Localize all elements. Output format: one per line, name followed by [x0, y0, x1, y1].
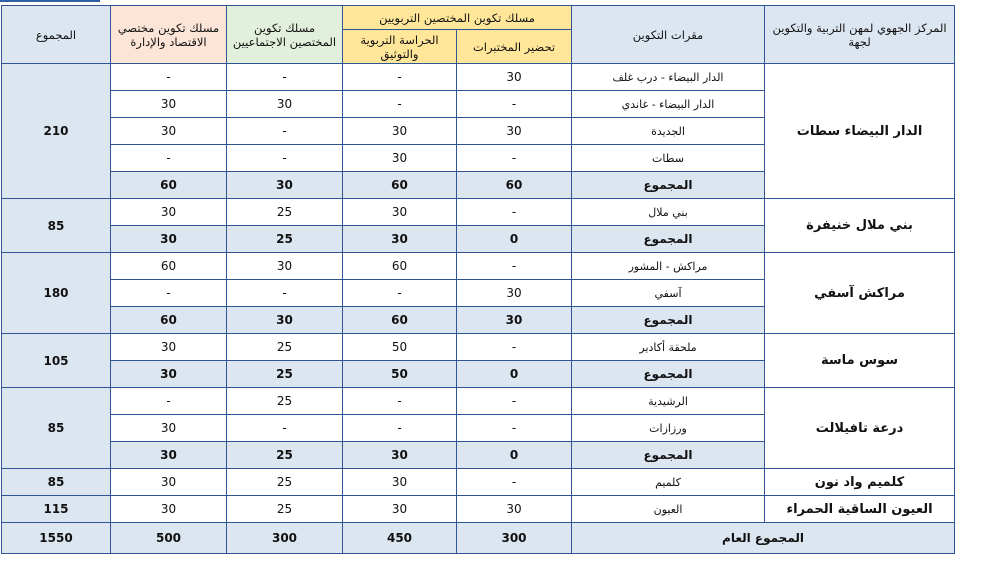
subtotal-econ: 30 — [111, 361, 227, 388]
cell-guard: - — [343, 280, 457, 307]
subtotal-labs: 0 — [457, 226, 572, 253]
grand-total-row — [2, 523, 955, 554]
grand-labs: 300 — [457, 523, 572, 554]
cell-econ: 30 — [111, 469, 227, 496]
subtotal-labs: 0 — [457, 442, 572, 469]
subtotal-econ: 30 — [111, 226, 227, 253]
cell-labs: - — [457, 334, 572, 361]
cell-social: 25 — [227, 496, 343, 523]
site-name: العيون — [572, 496, 765, 523]
subtotal-label: المجموع — [572, 307, 765, 334]
subtotal-social: 25 — [227, 442, 343, 469]
region-name: بني ملال خنيفرة — [765, 199, 955, 253]
header-labs: تحضير المختبرات — [457, 30, 572, 64]
site-name: الدار البيضاء - درب غلف — [572, 64, 765, 91]
cell-econ: 30 — [111, 199, 227, 226]
cell-econ: 60 — [111, 253, 227, 280]
subtotal-social: 25 — [227, 226, 343, 253]
subtotal-guard: 60 — [343, 172, 457, 199]
cell-guard: 30 — [343, 145, 457, 172]
top-accent-line — [0, 0, 100, 2]
header-guard: الحراسة التربوية والتوثيق — [343, 30, 457, 64]
subtotal-guard: 30 — [343, 226, 457, 253]
region-total: 85 — [2, 199, 111, 253]
site-name: آسفي — [572, 280, 765, 307]
site-name: سطات — [572, 145, 765, 172]
cell-labs: - — [457, 145, 572, 172]
cell-guard: 60 — [343, 253, 457, 280]
subtotal-labs: 30 — [457, 307, 572, 334]
cell-guard: 30 — [343, 118, 457, 145]
region-total: 105 — [2, 334, 111, 388]
cell-social: 25 — [227, 469, 343, 496]
region-total: 85 — [2, 388, 111, 469]
subtotal-econ: 30 — [111, 442, 227, 469]
cell-econ: 30 — [111, 91, 227, 118]
cell-guard: - — [343, 415, 457, 442]
subtotal-label: المجموع — [572, 226, 765, 253]
cell-econ: - — [111, 280, 227, 307]
header-total: المجموع — [2, 6, 111, 64]
cell-econ: - — [111, 145, 227, 172]
subtotal-social: 30 — [227, 172, 343, 199]
cell-guard: 30 — [343, 496, 457, 523]
grand-social: 300 — [227, 523, 343, 554]
grand-econ: 500 — [111, 523, 227, 554]
table-row — [2, 334, 955, 361]
region-total: 85 — [2, 469, 111, 496]
cell-econ: 30 — [111, 334, 227, 361]
table-row — [2, 388, 955, 415]
subtotal-label: المجموع — [572, 172, 765, 199]
region-name: درعة تافيلالت — [765, 388, 955, 469]
cell-labs: 30 — [457, 118, 572, 145]
cell-guard: 50 — [343, 334, 457, 361]
cell-social: 25 — [227, 199, 343, 226]
header-social: مسلك تكوين المختصين الاجتماعيين — [227, 6, 343, 64]
cell-labs: 30 — [457, 496, 572, 523]
subtotal-social: 30 — [227, 307, 343, 334]
site-name: مراكش - المشور — [572, 253, 765, 280]
subtotal-label: المجموع — [572, 361, 765, 388]
cell-social: 30 — [227, 253, 343, 280]
cell-social: 25 — [227, 334, 343, 361]
site-name: بني ملال — [572, 199, 765, 226]
cell-guard: 30 — [343, 469, 457, 496]
subtotal-label: المجموع — [572, 442, 765, 469]
region-name: مراكش آسفي — [765, 253, 955, 334]
cell-social: - — [227, 415, 343, 442]
table-row — [2, 253, 955, 280]
site-name: الدار البيضاء - غاندي — [572, 91, 765, 118]
cell-social: - — [227, 280, 343, 307]
cell-econ: 30 — [111, 118, 227, 145]
site-name: ملحقة أكادير — [572, 334, 765, 361]
region-name: العيون الساقية الحمراء — [765, 496, 955, 523]
cell-labs: - — [457, 91, 572, 118]
site-name: كلميم — [572, 469, 765, 496]
cell-guard: - — [343, 388, 457, 415]
cell-labs: - — [457, 415, 572, 442]
table-row — [2, 64, 955, 91]
table-row — [2, 199, 955, 226]
table-row — [2, 496, 955, 523]
subtotal-econ: 60 — [111, 172, 227, 199]
cell-social: - — [227, 64, 343, 91]
cell-social: 30 — [227, 91, 343, 118]
region-name: كلميم واد نون — [765, 469, 955, 496]
grand-total-label: المجموع العام — [572, 523, 955, 554]
grand-total: 1550 — [2, 523, 111, 554]
subtotal-social: 25 — [227, 361, 343, 388]
cell-econ: 30 — [111, 496, 227, 523]
cell-econ: - — [111, 64, 227, 91]
grand-guard: 450 — [343, 523, 457, 554]
cell-labs: - — [457, 469, 572, 496]
subtotal-guard: 30 — [343, 442, 457, 469]
site-name: الرشيدية — [572, 388, 765, 415]
region-total: 115 — [2, 496, 111, 523]
subtotal-labs: 60 — [457, 172, 572, 199]
region-total: 210 — [2, 64, 111, 199]
header-center: المركز الجهوي لمهن التربية والتكوين لجهة — [765, 6, 955, 64]
header-educators: مسلك تكوين المختصين التربويين — [343, 6, 572, 30]
header-econ: مسلك تكوين مختصي الاقتصاد والإدارة — [111, 6, 227, 64]
cell-guard: - — [343, 64, 457, 91]
subtotal-guard: 60 — [343, 307, 457, 334]
cell-labs: - — [457, 388, 572, 415]
cell-labs: - — [457, 199, 572, 226]
site-name: ورزازات — [572, 415, 765, 442]
subtotal-labs: 0 — [457, 361, 572, 388]
subtotal-econ: 60 — [111, 307, 227, 334]
cell-guard: - — [343, 91, 457, 118]
cell-labs: - — [457, 253, 572, 280]
subtotal-guard: 50 — [343, 361, 457, 388]
header-sites: مقرات التكوين — [572, 6, 765, 64]
region-name: الدار البيضاء سطات — [765, 64, 955, 199]
cell-econ: 30 — [111, 415, 227, 442]
cell-social: - — [227, 118, 343, 145]
cell-social: 25 — [227, 388, 343, 415]
cell-labs: 30 — [457, 280, 572, 307]
table-row — [2, 469, 955, 496]
cell-labs: 30 — [457, 64, 572, 91]
site-name: الجديدة — [572, 118, 765, 145]
cell-guard: 30 — [343, 199, 457, 226]
region-name: سوس ماسة — [765, 334, 955, 388]
region-total: 180 — [2, 253, 111, 334]
training-seats-table — [1, 5, 955, 554]
cell-econ: - — [111, 388, 227, 415]
cell-social: - — [227, 145, 343, 172]
